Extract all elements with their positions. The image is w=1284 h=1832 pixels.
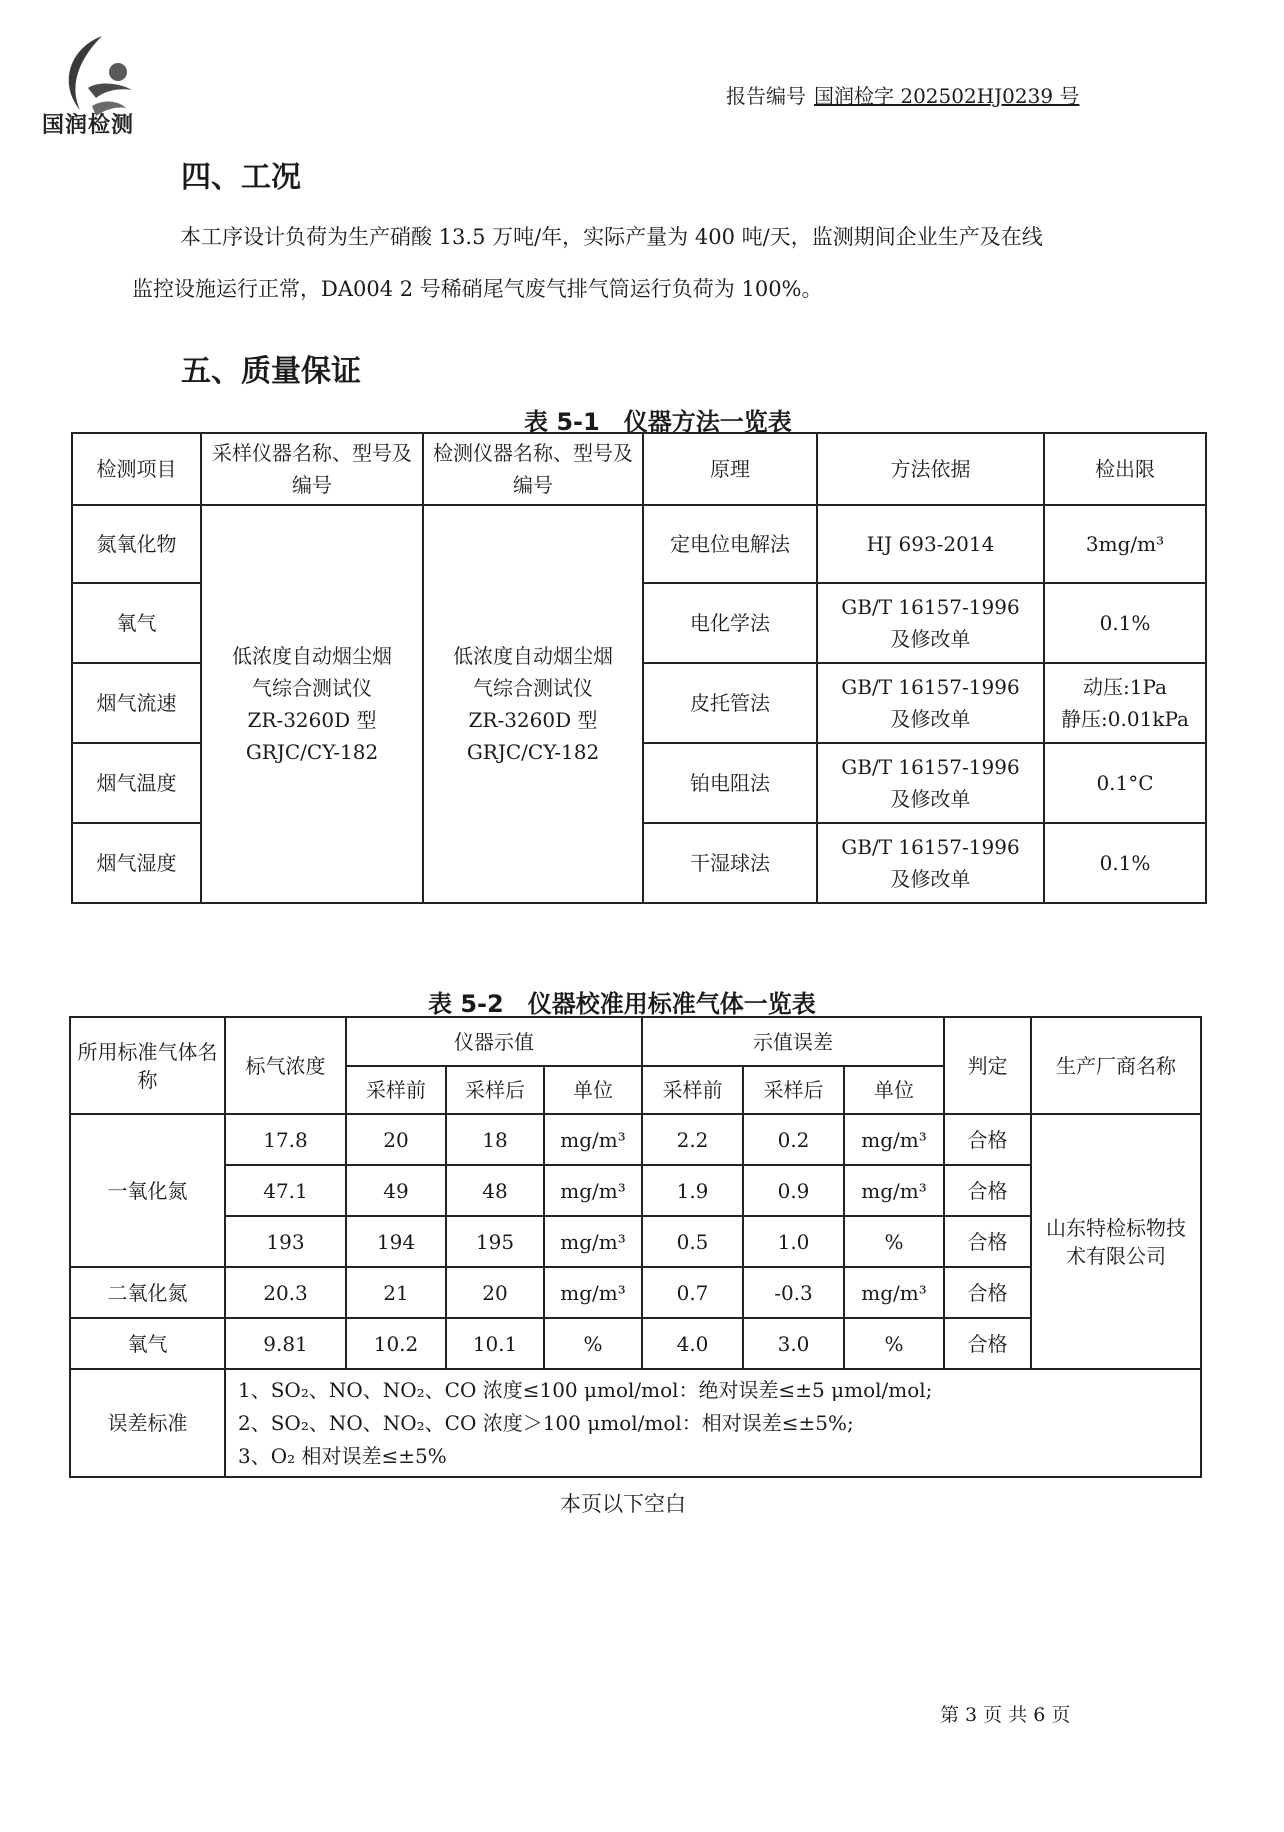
- t1-principle: 铂电阻法: [643, 743, 817, 823]
- t1-method: [817, 583, 1044, 663]
- t2-conc: 47.1: [225, 1165, 346, 1216]
- t2-err-line: 2、SO₂、NO、NO₂、CO 浓度＞100 μmol/mol：相对误差≤±5%;: [238, 1410, 854, 1435]
- standard-gas-table: [69, 1016, 1202, 1478]
- t1-method-line: GB/T 16157-1996: [841, 835, 1020, 859]
- t1-method-line: GB/T 16157-1996: [841, 755, 1020, 779]
- t1-method-line: 及修改单: [890, 867, 971, 891]
- section5-title: 五、质量保证: [181, 354, 361, 389]
- t1-sampler-cell: [201, 505, 423, 903]
- t2-e-after: 0.2: [743, 1114, 844, 1165]
- t2-after: 18: [446, 1114, 544, 1165]
- t2-judge: 合格: [944, 1216, 1031, 1267]
- blank-note: 本页以下空白: [560, 1492, 686, 1516]
- t2-e-after: 1.0: [743, 1216, 844, 1267]
- t2-after: 48: [446, 1165, 544, 1216]
- t1-item: 氮氧化物: [72, 505, 201, 583]
- t1-limit-line: 动压:1Pa: [1083, 675, 1167, 699]
- t2-h-gas: 所用标准气体名称: [70, 1017, 225, 1114]
- t2-e-unit: %: [844, 1318, 944, 1369]
- t2-h-conc: 标气浓度: [225, 1017, 346, 1114]
- t1-sampler-line: GRJC/CY-182: [245, 740, 379, 764]
- table-row: [70, 1114, 1201, 1165]
- t2-before: 20: [346, 1114, 446, 1165]
- t1-principle: 干湿球法: [643, 823, 817, 903]
- t2-judge: 合格: [944, 1267, 1031, 1318]
- t1-header: 检测项目: [72, 433, 201, 505]
- t2-unit: %: [544, 1318, 642, 1369]
- t1-principle: 电化学法: [643, 583, 817, 663]
- t1-header: 检出限: [1044, 433, 1206, 505]
- t2-e-before: 1.9: [642, 1165, 743, 1216]
- t1-limit-line: 0.1%: [1099, 851, 1151, 875]
- table-row: [72, 505, 1206, 583]
- t1-header: 检测仪器名称、型号及编号: [423, 433, 643, 505]
- t2-unit: mg/m³: [544, 1165, 642, 1216]
- t1-tester-line: 气综合测试仪: [473, 676, 593, 700]
- t1-limit-line: 静压:0.01kPa: [1061, 707, 1189, 731]
- t2-judge: 合格: [944, 1318, 1031, 1369]
- t1-principle: 定电位电解法: [643, 505, 817, 583]
- t2-h-reading: 仪器示值: [346, 1017, 642, 1066]
- section4-line2: 监控设施运行正常，DA004 2 号稀硝尾气废气排气筒运行负荷为 100%。: [132, 277, 823, 301]
- t2-h-unit: 单位: [544, 1066, 642, 1114]
- t2-gas: 氧气: [70, 1318, 225, 1369]
- t1-item: 氧气: [72, 583, 201, 663]
- t2-e-before: 4.0: [642, 1318, 743, 1369]
- report-number: [726, 80, 1079, 109]
- t1-tester-line: GRJC/CY-182: [466, 740, 600, 764]
- t2-h-judge: 判定: [944, 1017, 1031, 1114]
- t2-gas: 一氧化氮: [70, 1114, 225, 1267]
- t1-sampler-line: 气综合测试仪: [252, 676, 372, 700]
- t1-method-line: GB/T 16157-1996: [841, 595, 1020, 619]
- t1-method-line: 及修改单: [890, 707, 971, 731]
- t2-err-label: 误差标准: [70, 1369, 225, 1477]
- t1-header: 原理: [643, 433, 817, 505]
- t1-header: 采样仪器名称、型号及编号: [201, 433, 423, 505]
- t2-e-before: 0.5: [642, 1216, 743, 1267]
- t1-tester-cell: [423, 505, 643, 903]
- table-row: [70, 1369, 1201, 1477]
- t1-item: 烟气湿度: [72, 823, 201, 903]
- t2-err-line: 1、SO₂、NO、NO₂、CO 浓度≤100 μmol/mol：绝对误差≤±5 μmol/mol;: [238, 1377, 933, 1402]
- t2-conc: 9.81: [225, 1318, 346, 1369]
- t2-unit: mg/m³: [544, 1114, 642, 1165]
- t2-after: 195: [446, 1216, 544, 1267]
- t1-method-line: 及修改单: [890, 627, 971, 651]
- t1-limit: [1044, 505, 1206, 583]
- t2-e-before: 2.2: [642, 1114, 743, 1165]
- t2-e-unit: %: [844, 1216, 944, 1267]
- t2-e-unit: mg/m³: [844, 1267, 944, 1318]
- logo-text: 国润检测: [42, 113, 135, 138]
- instrument-method-table: [71, 432, 1207, 904]
- t1-method: [817, 505, 1044, 583]
- t2-h-after: 采样后: [743, 1066, 844, 1114]
- t2-conc: 17.8: [225, 1114, 346, 1165]
- t2-unit: mg/m³: [544, 1216, 642, 1267]
- t1-method-line: 及修改单: [890, 787, 971, 811]
- t1-method-line: GB/T 16157-1996: [841, 675, 1020, 699]
- t1-limit: [1044, 663, 1206, 743]
- t2-unit: mg/m³: [544, 1267, 642, 1318]
- t1-tester-line: ZR-3260D 型: [468, 708, 598, 732]
- t2-h-after: 采样后: [446, 1066, 544, 1114]
- t2-e-unit: mg/m³: [844, 1165, 944, 1216]
- t2-maker: 山东特检标物技术有限公司: [1031, 1114, 1201, 1369]
- table1-caption: 表 5-1 仪器方法一览表: [524, 408, 792, 436]
- t2-before: 194: [346, 1216, 446, 1267]
- t2-gas: 二氧化氮: [70, 1267, 225, 1318]
- t1-method: [817, 743, 1044, 823]
- page-number: 第 3 页 共 6 页: [940, 1704, 1071, 1726]
- t2-err-line: 3、O₂ 相对误差≤±5%: [238, 1443, 447, 1468]
- t2-e-after: 3.0: [743, 1318, 844, 1369]
- t1-limit-line: 0.1°C: [1096, 771, 1154, 795]
- t1-sampler-line: 低浓度自动烟尘烟: [232, 644, 392, 668]
- t1-method: [817, 663, 1044, 743]
- t2-before: 21: [346, 1267, 446, 1318]
- t1-limit-line: 0.1%: [1099, 611, 1151, 635]
- t2-before: 10.2: [346, 1318, 446, 1369]
- t1-method-line: HJ 693-2014: [866, 532, 995, 556]
- t2-conc: 20.3: [225, 1267, 346, 1318]
- t1-tester-line: 低浓度自动烟尘烟: [453, 644, 613, 668]
- t2-e-after: 0.9: [743, 1165, 844, 1216]
- t2-h-error: 示值误差: [642, 1017, 944, 1066]
- report-number-value: 国润检字 202502HJ0239 号: [814, 84, 1080, 108]
- t2-h-before: 采样前: [642, 1066, 743, 1114]
- t2-after: 10.1: [446, 1318, 544, 1369]
- t1-item: 烟气温度: [72, 743, 201, 823]
- t2-e-unit: mg/m³: [844, 1114, 944, 1165]
- t1-limit: [1044, 743, 1206, 823]
- t1-principle: 皮托管法: [643, 663, 817, 743]
- t2-judge: 合格: [944, 1114, 1031, 1165]
- t1-limit: [1044, 823, 1206, 903]
- t2-after: 20: [446, 1267, 544, 1318]
- t1-method: [817, 823, 1044, 903]
- section4-line1: 本工序设计负荷为生产硝酸 13.5 万吨/年，实际产量为 400 吨/天，监测期间企业生产及在线: [180, 225, 1043, 249]
- t2-h-maker: 生产厂商名称: [1031, 1017, 1201, 1114]
- t1-item: 烟气流速: [72, 663, 201, 743]
- t1-header: 方法依据: [817, 433, 1044, 505]
- section4-title: 四、工况: [181, 160, 301, 195]
- t2-judge: 合格: [944, 1165, 1031, 1216]
- t2-conc: 193: [225, 1216, 346, 1267]
- t2-h-unit: 单位: [844, 1066, 944, 1114]
- t1-limit: [1044, 583, 1206, 663]
- t2-err-cell: [225, 1369, 1201, 1477]
- t1-sampler-line: ZR-3260D 型: [247, 708, 377, 732]
- t2-e-before: 0.7: [642, 1267, 743, 1318]
- t2-before: 49: [346, 1165, 446, 1216]
- t2-h-before: 采样前: [346, 1066, 446, 1114]
- table2-caption: 表 5-2 仪器校准用标准气体一览表: [428, 990, 816, 1018]
- t1-limit-line: 3mg/m³: [1085, 532, 1165, 556]
- report-number-label: 报告编号: [726, 84, 806, 108]
- t2-e-after: -0.3: [743, 1267, 844, 1318]
